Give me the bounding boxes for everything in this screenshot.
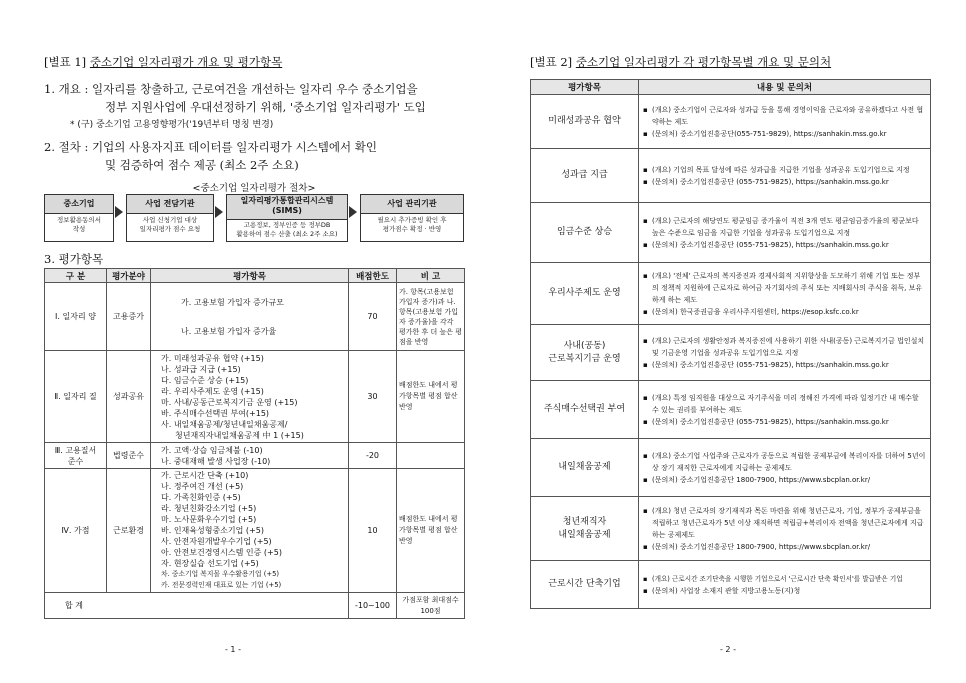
items-cell — [151, 351, 349, 443]
items-cell — [151, 443, 349, 469]
items-cell — [151, 283, 349, 351]
eval-item: 나. 고용보험 가입자 증가율 — [181, 326, 277, 336]
flow-step-body — [227, 220, 347, 238]
eval-item: 차. 중소기업 복지몰 우수활용기업 (+5) — [161, 570, 280, 578]
section-3-title: 3. 평가항목 — [44, 252, 104, 266]
item-name-cell: 주식매수선택권 부여 — [531, 381, 639, 439]
right-heading-text: 중소기업 일자리평가 각 평가항목별 개요 및 문의처 — [575, 55, 832, 69]
item-desc-cell — [639, 203, 931, 263]
eval-item: 다. 임금수준 상승 (+15) — [161, 375, 249, 385]
total-note-line: 가점포함 최대점수 — [402, 595, 459, 604]
flow-caption: <중소기업 일자리평가 절차> — [192, 183, 316, 194]
desc-bullet: ▪ (개요) 중소기업이 근로자와 성과급 등을 통해 경영이익을 근로자와 공유하겠다고 사전 협약하는 제도 — [643, 104, 926, 128]
item-name-cell: 미래성과공유 협약 — [531, 95, 639, 149]
eval-item: 자. 현장실습 선도기업 (+5) — [161, 559, 259, 568]
category-line: Ⅲ. 고용질서 — [54, 445, 97, 455]
eval-item: 아. 안전보건경영시스템 인증 (+5) — [161, 548, 282, 557]
desc-bullet: ▪ (문의처) 중소기업진흥공단(055-751-9829), https://sanhakin.mss.go.kr — [643, 128, 926, 140]
page-number-1: - 1 - — [225, 645, 241, 654]
flow-step-agency — [126, 194, 214, 242]
field-cell: 법령준수 — [107, 443, 151, 469]
desc-bullet: ▪ (개요) 근로자의 생활안정과 복지증진에 사용하기 위한 사내(공동) 근로복지기금 법인설치 및 기금운영 기업을 성과공유 도입기업으로 지정 — [643, 335, 926, 359]
table-header: 평가항목 — [531, 80, 639, 95]
flow-step-body-line: 활용하여 점수 산출 (최소 2주 소요) — [236, 229, 338, 238]
note-cell — [397, 443, 465, 469]
desc-bullet: ▪ (문의처) 중소기업진흥공단 (055-751-9825), https://sanhakin.mss.go.kr — [643, 359, 926, 371]
item-name-line: 사내(공동) — [563, 340, 606, 351]
field-cell: 고용증가 — [107, 283, 151, 351]
table-total-row — [45, 593, 465, 619]
category-cell: Ⅳ. 가점 — [45, 469, 107, 593]
item-desc-cell — [639, 149, 931, 203]
desc-bullet: ▪ (문의처) 중소기업진흥공단 1800-7900, https://www.sbcplan.or.kr/ — [643, 474, 926, 486]
flow-step-body-line: 필요시 추가증빙 확인 후 — [377, 216, 447, 224]
score-cell: 10 — [349, 469, 397, 593]
item-desc-cell — [639, 561, 931, 609]
item-desc-cell — [639, 325, 931, 381]
eval-item: 다. 가족친화인증 (+5) — [161, 493, 241, 502]
item-name-cell: 우리사주제도 운영 — [531, 263, 639, 325]
table-row — [531, 203, 931, 263]
section-1-line-1: 1. 개요 : 일자리를 창출하고, 근로여건을 개선하는 일자리 우수 중소기업을 — [44, 82, 418, 96]
desc-bullet: ▪ (개요) 근로자의 해당연도 평균임금 증가율이 직전 3개 연도 평균임금증가율의 평균보다 높은 수준으로 임금을 지급한 기업을 성과공유 도입기업으로 지정 — [643, 215, 926, 239]
total-note — [397, 593, 465, 619]
item-name-line: 내일채움공제 — [558, 529, 611, 540]
flow-step-body — [45, 214, 113, 234]
eval-item: 라. 우리사주제도 운영 (+15) — [161, 386, 264, 396]
eval-item: 바. 인재육성형중소기업 (+5) — [161, 526, 264, 535]
table-header: 평가분야 — [107, 269, 151, 283]
item-desc-cell — [639, 263, 931, 325]
table-row — [531, 263, 931, 325]
item-desc-cell — [639, 497, 931, 561]
items-cell — [151, 469, 349, 593]
eval-item: 마. 사내/공동근로복지기금 운영 (+15) — [161, 397, 298, 407]
eval-item: 청년재직자내일채움공제 中 1 (+15) — [175, 430, 304, 440]
eval-item: 가. 고액·상습 임금체불 (-10) — [161, 445, 263, 455]
flow-step-head: 사업 관리기관 — [361, 195, 463, 214]
table-header: 내용 및 문의처 — [639, 80, 931, 95]
table-row — [531, 149, 931, 203]
page-number-2: - 2 - — [720, 645, 736, 654]
flow-step-head — [227, 195, 347, 220]
desc-bullet: ▪ (문의처) 중소기업진흥공단 (055-751-9825), https://sanhakin.mss.go.kr — [643, 416, 926, 428]
total-score: -10~100 — [349, 593, 397, 619]
right-page-heading — [530, 54, 831, 70]
section-2-line-2: 및 검증하여 점수 제공 (최소 2주 소요) — [105, 158, 299, 172]
desc-bullet: ▪ (문의처) 중소기업진흥공단 (055-751-9825), https://sanhakin.mss.go.kr — [643, 239, 926, 251]
category-line: 준수 — [67, 456, 84, 466]
item-name-cell: 임금수준 상승 — [531, 203, 639, 263]
evaluation-items-table — [44, 268, 465, 619]
desc-bullet: ▪ (개요) 중소기업 사업주와 근로자가 공동으로 적립한 공제부금에 복리이자를 더하여 5년이상 장기 재직한 근로자에게 지급하는 공제제도 — [643, 450, 926, 474]
table-header-row — [45, 269, 465, 283]
score-cell: 30 — [349, 351, 397, 443]
note-cell: 배점한도 내에서 평가항목별 평점 합산 반영 — [397, 351, 465, 443]
flow-step-sme — [44, 194, 114, 242]
eval-item: 가. 고용보험 가입자 증가규모 — [181, 297, 284, 307]
desc-bullet: ▪ (개요) '전체' 근로자의 복지증진과 경제사회적 지위향상을 도모하기 위해 기업 또는 정부의 정책적 지원하에 근로자로 하여금 자기회사의 주식 또는 지배회사의 주식을 취득, 보유하게 하는 제도 — [643, 270, 926, 306]
table-row — [531, 95, 931, 149]
flow-step-body-line: 고용정보, 정부인증 등 정부DB — [243, 221, 331, 229]
section-2-line-1: 2. 절차 : 기업의 사용자지표 데이터를 일자리평가 시스템에서 확인 — [44, 140, 377, 154]
flow-step-body-line: 일자리평가 점수 요청 — [139, 225, 201, 233]
flow-step-sims — [226, 194, 348, 242]
flow-step-body — [361, 214, 463, 234]
table-row — [531, 497, 931, 561]
left-heading-tag: [별표 1] — [44, 55, 87, 69]
note-cell: 가. 항목(고용보험 가입자 증가)과 나. 항목(고용보험 가입자 증가율)을 각각 평가한 후 더 높은 평점을 반영 — [397, 283, 465, 351]
eval-item: 사. 안전자원개발우수기업 (+5) — [161, 537, 272, 546]
flow-step-body — [127, 214, 213, 234]
flow-step-body-line: 정보활용동의서 — [57, 216, 101, 224]
table-row — [531, 561, 931, 609]
table-header: 구 분 — [45, 269, 107, 283]
eval-item: 마. 노사문화우수기업 (+5) — [161, 515, 257, 524]
flow-step-body-line: 작성 — [72, 225, 86, 233]
left-page-heading — [44, 54, 282, 70]
item-desc-cell — [639, 381, 931, 439]
eval-item: 나. 중대재해 발생 사업장 (-10) — [161, 456, 271, 466]
item-name-cell — [531, 497, 639, 561]
total-label: 합 계 — [45, 593, 349, 619]
eval-item: 가. 미래성과공유 협약 (+15) — [161, 353, 264, 363]
eval-item: 나. 성과급 지급 (+15) — [161, 364, 241, 374]
eval-item: 가. 근로시간 단축 (+10) — [161, 471, 249, 480]
table-header: 배점한도 — [349, 269, 397, 283]
table-header: 평가항목 — [151, 269, 349, 283]
total-note-line: 100점 — [420, 606, 441, 615]
flow-step-head-line: 일자리평가통합관리시스템 — [240, 196, 334, 205]
procedure-flow — [44, 194, 464, 244]
desc-bullet: ▪ (개요) 특정 임직원을 대상으로 자기주식을 미리 정해진 가격에 따라 일정기간 내 매수할 수 있는 권리를 부여하는 제도 — [643, 392, 926, 416]
flow-arrow-icon — [349, 206, 357, 218]
category-cell — [45, 443, 107, 469]
field-cell: 근로환경 — [107, 469, 151, 593]
item-desc-cell — [639, 95, 931, 149]
eval-item: 사. 내일채움공제/청년내일채움공제/ — [161, 419, 288, 429]
score-cell: 70 — [349, 283, 397, 351]
desc-bullet: ▪ (문의처) 한국증권금융 우리사주지원센터, https://esop.ksfc.co.kr — [643, 306, 926, 318]
right-heading-tag: [별표 2] — [530, 55, 573, 69]
flow-arrow-icon — [215, 206, 223, 218]
item-details-table — [530, 79, 931, 609]
table-row — [45, 351, 465, 443]
note-cell: 배점한도 내에서 평가항목별 평점 합산 반영 — [397, 469, 465, 593]
table-row — [45, 469, 465, 593]
score-cell: -20 — [349, 443, 397, 469]
flow-step-body-line: 평가점수 확정 · 반영 — [382, 225, 442, 233]
flow-step-head-line: (SIMS) — [272, 206, 302, 215]
flow-step-manager — [360, 194, 464, 242]
item-name-cell: 성과급 지급 — [531, 149, 639, 203]
desc-bullet: ▪ (문의처) 중소기업진흥공단 (055-751-9825), https://sanhakin.mss.go.kr — [643, 176, 926, 188]
flow-arrow-icon — [115, 206, 123, 218]
desc-bullet: ▪ (문의처) 사업장 소재지 관할 지방고용노동(지)청 — [643, 585, 926, 597]
item-name-cell: 내일채움공제 — [531, 439, 639, 497]
table-row — [531, 325, 931, 381]
field-cell: 성과공유 — [107, 351, 151, 443]
flow-step-head: 중소기업 — [45, 195, 113, 214]
eval-item: 라. 청년친화강소기업 (+5) — [161, 504, 257, 513]
desc-bullet: ▪ (개요) 청년 근로자의 장기재직과 목돈 마련을 위해 청년근로자, 기업, 정부가 공제부금을 적립하고 청년근로자가 5년 이상 재직하면 적립금+복리이자 전액을 청년근로자에게 지급하는 공제제도 — [643, 505, 926, 541]
item-name-line: 청년재직자 — [562, 516, 607, 527]
item-desc-cell — [639, 439, 931, 497]
item-name-line: 근로복지기금 운영 — [548, 353, 621, 364]
table-row — [531, 381, 931, 439]
eval-item: 카. 전문경력인재 대표로 있는 기업 (+5) — [161, 581, 282, 589]
table-header: 비 고 — [397, 269, 465, 283]
item-name-cell: 근로시간 단축기업 — [531, 561, 639, 609]
category-cell: Ⅱ. 일자리 질 — [45, 351, 107, 443]
desc-bullet: ▪ (문의처) 중소기업진흥공단 1800-7900, https://www.sbcplan.or.kr/ — [643, 541, 926, 553]
desc-bullet: ▪ (개요) 근로시간 조기단축을 시행한 기업으로서 '근로시간 단축 확인서'를 발급받은 기업 — [643, 573, 926, 585]
table-row — [531, 439, 931, 497]
table-row — [45, 283, 465, 351]
eval-item: 나. 정주여건 개선 (+5) — [161, 482, 244, 491]
table-header-row — [531, 80, 931, 95]
flow-step-head: 사업 전담기관 — [127, 195, 213, 214]
left-heading-text: 중소기업 일자리평가 개요 및 평가항목 — [89, 55, 283, 69]
eval-item: 바. 주식매수선택권 부여(+15) — [161, 408, 270, 418]
category-cell: Ⅰ. 일자리 양 — [45, 283, 107, 351]
desc-bullet: ▪ (개요) 기업의 목표 달성에 따른 성과급을 지급한 기업을 성과공유 도입기업으로 지정 — [643, 164, 926, 176]
section-1-line-2: 정부 지원사업에 우대선정하기 위해, '중소기업 일자리평가' 도입 — [105, 100, 426, 114]
table-row — [45, 443, 465, 469]
section-1-note: * (구) 중소기업 고용영향평가('19년부터 명칭 변경) — [70, 120, 274, 130]
item-name-cell — [531, 325, 639, 381]
flow-step-body-line: 사업 신청기업 대상 — [142, 216, 198, 224]
